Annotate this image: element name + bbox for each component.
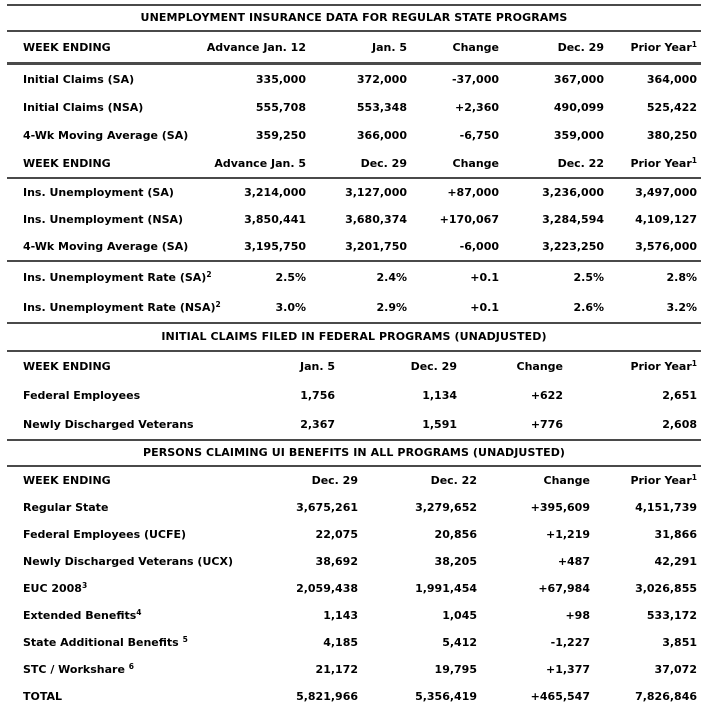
cell-text: 3,201,750 bbox=[345, 240, 407, 253]
table-title: UNEMPLOYMENT INSURANCE DATA FOR REGULAR STATE PROGRAMS bbox=[140, 11, 568, 24]
value-cell bbox=[358, 555, 477, 568]
week-ending-header bbox=[7, 41, 206, 54]
value-cell bbox=[477, 501, 590, 514]
value-cell bbox=[563, 418, 697, 431]
cell-text: 366,000 bbox=[356, 128, 407, 142]
footnote-marker: 1 bbox=[691, 359, 697, 368]
cell-text: 2.8% bbox=[666, 270, 697, 284]
cell-text: 3,127,000 bbox=[345, 186, 407, 199]
value-cell bbox=[563, 389, 697, 402]
cell-text: Initial Claims (SA) bbox=[23, 72, 135, 86]
footnote-marker: 1 bbox=[691, 473, 697, 482]
cell-text: State Additional Benefits bbox=[23, 636, 183, 649]
cell-text: +87,000 bbox=[447, 186, 499, 199]
value-cell bbox=[206, 129, 306, 142]
value-cell bbox=[358, 609, 477, 622]
value-cell bbox=[306, 301, 407, 314]
value-cell bbox=[590, 663, 697, 676]
cell-text: Dec. 29 bbox=[360, 156, 407, 170]
row-label bbox=[7, 129, 206, 142]
value-cell bbox=[590, 636, 697, 649]
cell-text: 2.5% bbox=[275, 270, 306, 284]
cell-text: Regular State bbox=[23, 501, 109, 514]
value-cell bbox=[306, 213, 407, 226]
cell-text: 1,756 bbox=[300, 389, 335, 402]
cell-text: Ins. Unemployment Rate (SA) bbox=[23, 270, 207, 284]
row-label bbox=[7, 269, 212, 284]
cell-text: 3.2% bbox=[666, 300, 697, 314]
value-cell bbox=[499, 240, 604, 253]
cell-text: 367,000 bbox=[553, 72, 604, 86]
value-cell bbox=[499, 129, 604, 142]
cell-text: Jan. 5 bbox=[371, 40, 407, 54]
cell-text: EUC 2008 bbox=[23, 582, 82, 595]
value-cell bbox=[358, 690, 477, 703]
cell-text: Ins. Unemployment (NSA) bbox=[23, 213, 184, 226]
value-cell bbox=[604, 213, 697, 226]
value-cell bbox=[457, 389, 563, 402]
cell-text: 4-Wk Moving Average (SA) bbox=[23, 128, 189, 142]
cell-text: +0.1 bbox=[470, 270, 499, 284]
value-cell bbox=[358, 636, 477, 649]
table-federal-programs bbox=[7, 322, 701, 439]
column-header bbox=[358, 474, 477, 487]
column-header bbox=[604, 157, 697, 170]
value-cell bbox=[604, 271, 697, 284]
value-cell bbox=[477, 555, 590, 568]
cell-text: WEEK ENDING bbox=[23, 156, 111, 170]
value-cell bbox=[499, 213, 604, 226]
value-cell bbox=[206, 663, 358, 676]
cell-text: Prior Year bbox=[630, 40, 692, 54]
table-body bbox=[7, 467, 701, 710]
column-header bbox=[206, 360, 335, 373]
row-label bbox=[7, 418, 206, 431]
column-header bbox=[604, 41, 697, 54]
row-label bbox=[7, 636, 206, 649]
value-cell bbox=[590, 582, 697, 595]
header-row bbox=[7, 467, 701, 494]
cell-text: +487 bbox=[557, 555, 590, 568]
cell-text: 3,850,441 bbox=[244, 213, 306, 226]
cell-text: Dec. 22 bbox=[430, 474, 477, 487]
cell-text: +465,547 bbox=[530, 690, 590, 703]
cell-text: 3,851 bbox=[662, 636, 697, 649]
cell-text: -1,227 bbox=[550, 636, 590, 649]
value-cell bbox=[407, 213, 499, 226]
cell-text: 4,109,127 bbox=[635, 213, 697, 226]
cell-text: Dec. 29 bbox=[311, 474, 358, 487]
cell-text: 4-Wk Moving Average (SA) bbox=[23, 240, 189, 253]
value-cell bbox=[590, 609, 697, 622]
value-cell bbox=[457, 418, 563, 431]
cell-text: 2,608 bbox=[662, 418, 697, 431]
table-row bbox=[7, 206, 701, 233]
value-cell bbox=[590, 528, 697, 541]
cell-text: 31,866 bbox=[654, 528, 697, 541]
value-cell bbox=[206, 213, 306, 226]
cell-text: 1,143 bbox=[323, 609, 358, 622]
value-cell bbox=[477, 609, 590, 622]
cell-text: +67,984 bbox=[538, 582, 590, 595]
table-row bbox=[7, 381, 701, 410]
week-ending-header bbox=[7, 360, 206, 373]
column-header bbox=[335, 360, 457, 373]
cell-text: 7,826,846 bbox=[635, 690, 697, 703]
cell-text: Jan. 5 bbox=[299, 360, 335, 373]
cell-text: Ins. Unemployment (SA) bbox=[23, 186, 174, 199]
table-row bbox=[7, 521, 701, 548]
table-row bbox=[7, 410, 701, 439]
row-label bbox=[7, 73, 206, 86]
cell-text: 2.4% bbox=[376, 270, 407, 284]
cell-text: 364,000 bbox=[646, 72, 697, 86]
value-cell bbox=[604, 240, 697, 253]
value-cell bbox=[590, 555, 697, 568]
value-cell bbox=[358, 663, 477, 676]
value-cell bbox=[206, 555, 358, 568]
value-cell bbox=[206, 73, 306, 86]
cell-text: 37,072 bbox=[654, 663, 697, 676]
value-cell bbox=[335, 389, 457, 402]
value-cell bbox=[306, 186, 407, 199]
footnote-marker: 4 bbox=[136, 608, 142, 617]
cell-text: +776 bbox=[530, 418, 563, 431]
row-label bbox=[7, 501, 206, 514]
cell-text: -37,000 bbox=[451, 72, 499, 86]
cell-text: 3,236,000 bbox=[542, 186, 604, 199]
cell-text: Prior Year bbox=[630, 360, 692, 373]
cell-text: +395,609 bbox=[530, 501, 590, 514]
cell-text: Dec. 22 bbox=[557, 156, 604, 170]
value-cell bbox=[206, 609, 358, 622]
row-label bbox=[7, 528, 206, 541]
week-ending-header bbox=[7, 157, 206, 170]
cell-text: 3,576,000 bbox=[635, 240, 697, 253]
column-header bbox=[457, 360, 563, 373]
cell-text: +1,377 bbox=[545, 663, 590, 676]
row-label bbox=[7, 299, 221, 314]
column-header bbox=[206, 474, 358, 487]
cell-text: 3,279,652 bbox=[415, 501, 477, 514]
cell-text: 3,195,750 bbox=[244, 240, 306, 253]
cell-text: 2,651 bbox=[662, 389, 697, 402]
row-label bbox=[7, 609, 206, 622]
cell-text: 21,172 bbox=[315, 663, 358, 676]
value-cell bbox=[206, 582, 358, 595]
value-cell bbox=[477, 528, 590, 541]
column-header bbox=[407, 41, 499, 54]
table-row bbox=[7, 548, 701, 575]
footnote-marker: 5 bbox=[182, 635, 188, 644]
value-cell bbox=[477, 636, 590, 649]
cell-text: WEEK ENDING bbox=[23, 360, 111, 373]
cell-text: Change bbox=[543, 474, 590, 487]
cell-text: 3,284,594 bbox=[542, 213, 604, 226]
cell-text: 2,367 bbox=[300, 418, 335, 431]
cell-text: 2.5% bbox=[573, 270, 604, 284]
cell-text: 3,214,000 bbox=[244, 186, 306, 199]
value-cell bbox=[407, 129, 499, 142]
value-cell bbox=[604, 186, 697, 199]
row-label bbox=[7, 389, 206, 402]
table-row bbox=[7, 656, 701, 683]
cell-text: 3,497,000 bbox=[635, 186, 697, 199]
cell-text: 4,151,739 bbox=[635, 501, 697, 514]
cell-text: +0.1 bbox=[470, 300, 499, 314]
value-cell bbox=[206, 240, 306, 253]
cell-text: 553,348 bbox=[356, 100, 407, 114]
header-row bbox=[7, 352, 701, 381]
table-row bbox=[7, 262, 701, 292]
cell-text: STC / Workshare bbox=[23, 663, 129, 676]
value-cell bbox=[477, 663, 590, 676]
column-header bbox=[206, 41, 306, 54]
table-row bbox=[7, 602, 701, 629]
cell-text: 380,250 bbox=[646, 128, 697, 142]
value-cell bbox=[335, 418, 457, 431]
cell-text: 3.0% bbox=[275, 300, 306, 314]
cell-text: 5,821,966 bbox=[296, 690, 358, 703]
column-header bbox=[206, 157, 306, 170]
value-cell bbox=[206, 186, 306, 199]
cell-text: 555,708 bbox=[255, 100, 306, 114]
cell-text: 359,000 bbox=[553, 128, 604, 142]
cell-text: Dec. 29 bbox=[557, 40, 604, 54]
value-cell bbox=[604, 301, 697, 314]
value-cell bbox=[407, 101, 499, 114]
value-cell bbox=[306, 129, 407, 142]
table-row bbox=[7, 65, 701, 93]
cell-text: Prior Year bbox=[630, 474, 692, 487]
cell-text: 335,000 bbox=[255, 72, 306, 86]
cell-text: Federal Employees bbox=[23, 389, 141, 402]
value-cell bbox=[306, 240, 407, 253]
value-cell bbox=[499, 301, 604, 314]
cell-text: Dec. 29 bbox=[410, 360, 457, 373]
cell-text: 1,134 bbox=[422, 389, 457, 402]
cell-text: -6,750 bbox=[459, 128, 499, 142]
table-row bbox=[7, 575, 701, 602]
column-header bbox=[590, 474, 697, 487]
cell-text: TOTAL bbox=[23, 690, 63, 703]
cell-text: 5,412 bbox=[442, 636, 477, 649]
row-label bbox=[7, 101, 206, 114]
cell-text: 22,075 bbox=[315, 528, 358, 541]
cell-text: Advance Jan. 5 bbox=[214, 156, 306, 170]
column-header bbox=[563, 360, 697, 373]
value-cell bbox=[604, 129, 697, 142]
cell-text: 359,250 bbox=[255, 128, 306, 142]
value-cell bbox=[306, 73, 407, 86]
footnote-marker: 2 bbox=[215, 299, 221, 309]
row-label bbox=[7, 213, 206, 226]
row-label bbox=[7, 690, 206, 703]
cell-text: 2.6% bbox=[573, 300, 604, 314]
cell-text: 2.9% bbox=[376, 300, 407, 314]
row-label bbox=[7, 663, 206, 676]
cell-text: Federal Employees (UCFE) bbox=[23, 528, 187, 541]
value-cell bbox=[407, 73, 499, 86]
value-cell bbox=[206, 389, 335, 402]
cell-text: Newly Discharged Veterans bbox=[23, 418, 194, 431]
table-persons-claiming-benefits bbox=[7, 439, 701, 710]
value-cell bbox=[358, 528, 477, 541]
value-cell bbox=[590, 501, 697, 514]
value-cell bbox=[206, 636, 358, 649]
cell-text: +170,067 bbox=[439, 213, 499, 226]
cell-text: Prior Year bbox=[630, 156, 692, 170]
column-header bbox=[407, 157, 499, 170]
row-label bbox=[7, 555, 233, 568]
cell-text: 372,000 bbox=[356, 72, 407, 86]
value-cell bbox=[206, 690, 358, 703]
table-row bbox=[7, 494, 701, 521]
value-cell bbox=[206, 301, 306, 314]
column-header bbox=[499, 157, 604, 170]
cell-text: -6,000 bbox=[459, 240, 499, 253]
value-cell bbox=[206, 528, 358, 541]
cell-text: 19,795 bbox=[434, 663, 477, 676]
cell-text: 5,356,419 bbox=[415, 690, 477, 703]
value-cell bbox=[358, 501, 477, 514]
column-header bbox=[477, 474, 590, 487]
cell-text: Ins. Unemployment Rate (NSA) bbox=[23, 300, 216, 314]
cell-text: 3,223,250 bbox=[542, 240, 604, 253]
cell-text: 3,026,855 bbox=[635, 582, 697, 595]
value-cell bbox=[499, 186, 604, 199]
column-header bbox=[306, 157, 407, 170]
value-cell bbox=[477, 690, 590, 703]
footnote-marker: 3 bbox=[81, 581, 88, 590]
cell-text: +622 bbox=[530, 389, 563, 402]
cell-text: Change bbox=[516, 360, 563, 373]
value-cell bbox=[407, 271, 499, 284]
value-cell bbox=[499, 271, 604, 284]
table-row bbox=[7, 179, 701, 206]
cell-text: 2,059,438 bbox=[296, 582, 358, 595]
cell-text: 490,099 bbox=[553, 100, 604, 114]
value-cell bbox=[477, 582, 590, 595]
value-cell bbox=[499, 73, 604, 86]
cell-text: WEEK ENDING bbox=[23, 474, 111, 487]
table-row bbox=[7, 683, 701, 710]
value-cell bbox=[206, 101, 306, 114]
cell-text: +98 bbox=[565, 609, 590, 622]
cell-text: Change bbox=[452, 40, 499, 54]
cell-text: 1,591 bbox=[422, 418, 457, 431]
value-cell bbox=[407, 240, 499, 253]
cell-text: Change bbox=[452, 156, 499, 170]
cell-text: Advance Jan. 12 bbox=[206, 40, 306, 54]
value-cell bbox=[306, 101, 407, 114]
cell-text: 525,422 bbox=[646, 100, 697, 114]
cell-text: Newly Discharged Veterans (UCX) bbox=[23, 555, 233, 568]
table-row bbox=[7, 121, 701, 149]
cell-text: 20,856 bbox=[434, 528, 477, 541]
value-cell bbox=[407, 301, 499, 314]
value-cell bbox=[206, 271, 306, 284]
table-body bbox=[7, 352, 701, 439]
cell-text: +1,219 bbox=[545, 528, 590, 541]
week-ending-header bbox=[7, 474, 206, 487]
column-header bbox=[306, 41, 407, 54]
value-cell bbox=[407, 186, 499, 199]
table-title: INITIAL CLAIMS FILED IN FEDERAL PROGRAMS (UNADJUSTED) bbox=[161, 330, 547, 343]
cell-text: 3,675,261 bbox=[296, 501, 358, 514]
column-header bbox=[499, 41, 604, 54]
row-label bbox=[7, 240, 206, 253]
footnote-marker: 6 bbox=[128, 662, 134, 671]
cell-text: 38,692 bbox=[315, 555, 358, 568]
value-cell bbox=[206, 418, 335, 431]
table-row bbox=[7, 93, 701, 121]
footnote-marker: 1 bbox=[691, 155, 697, 165]
table-body bbox=[7, 32, 701, 322]
table-regular-state-programs bbox=[7, 4, 701, 322]
row-label bbox=[7, 186, 206, 199]
cell-text: Extended Benefits bbox=[23, 609, 137, 622]
cell-text: 4,185 bbox=[323, 636, 358, 649]
value-cell bbox=[206, 501, 358, 514]
cell-text: 42,291 bbox=[654, 555, 697, 568]
header-row bbox=[7, 32, 701, 62]
table-title: PERSONS CLAIMING UI BENEFITS IN ALL PROGRAMS (UNADJUSTED) bbox=[142, 446, 566, 459]
table-row bbox=[7, 292, 701, 322]
cell-text: WEEK ENDING bbox=[23, 40, 111, 54]
value-cell bbox=[499, 101, 604, 114]
cell-text: Initial Claims (NSA) bbox=[23, 100, 144, 114]
cell-text: 1,991,454 bbox=[415, 582, 477, 595]
unemployment-insurance-report bbox=[7, 4, 701, 710]
value-cell bbox=[590, 690, 697, 703]
header-row bbox=[7, 149, 701, 177]
value-cell bbox=[358, 582, 477, 595]
value-cell bbox=[604, 101, 697, 114]
table-row bbox=[7, 629, 701, 656]
cell-text: 3,680,374 bbox=[345, 213, 407, 226]
table-row bbox=[7, 233, 701, 260]
row-label bbox=[7, 582, 206, 595]
cell-text: 38,205 bbox=[434, 555, 477, 568]
footnote-marker: 1 bbox=[691, 39, 697, 49]
value-cell bbox=[604, 73, 697, 86]
footnote-marker: 2 bbox=[206, 269, 212, 279]
value-cell bbox=[306, 271, 407, 284]
cell-text: 1,045 bbox=[442, 609, 477, 622]
cell-text: +2,360 bbox=[454, 100, 499, 114]
cell-text: 533,172 bbox=[646, 609, 697, 622]
